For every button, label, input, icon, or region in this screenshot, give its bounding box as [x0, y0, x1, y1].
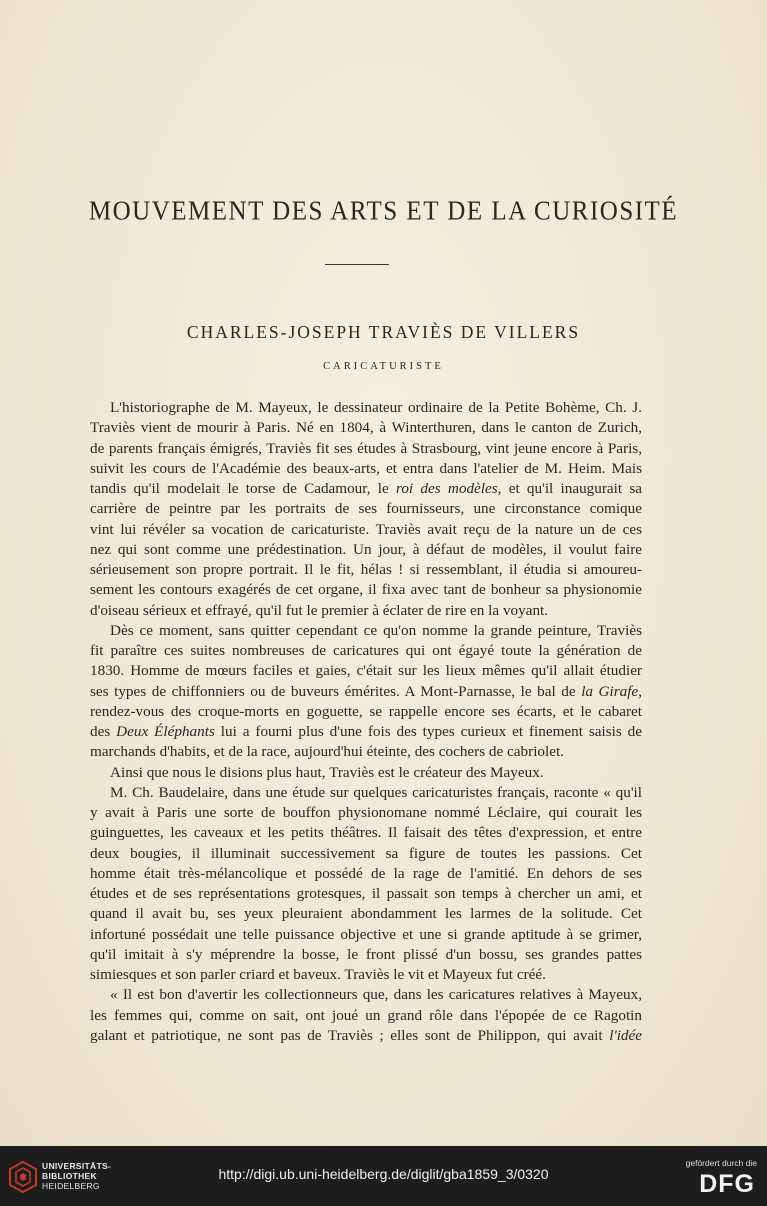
- article-subheading: CARICATURISTE: [323, 361, 444, 372]
- text-line: marchands d'habits, et de la race, aujourd'hui éteinte, des cochers de cabriolet.: [90, 743, 564, 761]
- text-line: infortuné possédait une telle puissance objective et une si grande aptitude à se grimer,: [90, 925, 642, 943]
- text-line: nez qui sont comme une prédestination. Un jour, à défaut de modèles, il voulut faire: [90, 540, 642, 558]
- text-line: les femmes qui, comme on sait, ont joué un grand rôle dans l'épopée de ce Ragotin: [90, 1006, 642, 1024]
- text-segment: des: [90, 723, 111, 740]
- page-title: MOUVEMENT DES ARTS ET DE LA CURIOSITÉ: [88, 196, 679, 227]
- text-line: homme était très-mélancolique et possédé de la rage de l'amitié. En dehors de ses: [90, 864, 642, 882]
- italic-phrase: Deux Éléphants: [116, 723, 215, 740]
- article-body: [90, 398, 642, 1046]
- text-line: Ainsi que nous le disions plus haut, Traviès est le créateur des Mayeux.: [110, 763, 544, 781]
- italic-phrase: l'idée: [609, 1026, 642, 1044]
- text-line: L'historiographe de M. Mayeux, le dessinateur ordinaire de la Petite Bohème, Ch. J.: [110, 399, 642, 416]
- text-segment: ,: [638, 682, 643, 700]
- text-line: [90, 682, 642, 702]
- text-line: carrière de peintre par les portraits de ses fournisseurs, une circonstance comique: [90, 500, 642, 518]
- text-line: fit paraître ces suites nombreuses de caricatures qui ont égayé toute la génération de: [90, 642, 642, 659]
- permalink-url[interactable]: http://digi.ub.uni-heidelberg.de/diglit/gba1859_3/0320: [218, 1166, 549, 1182]
- text-line: qu'il imitait à s'y méprendre la bosse, le front plissé d'un bossu, ses grandes pattes: [90, 945, 642, 963]
- article-heading: CHARLES-JOSEPH TRAVIÈS DE VILLERS: [186, 322, 581, 342]
- text-line: guinguettes, les caveaux et les petits théâtres. Il faisait des têtes d'expression, et entre: [90, 824, 642, 842]
- text-line: sement les contours exagérés de cet organe, il fixa avec tant de bonheur sa physionomie: [90, 581, 642, 599]
- text-line: y avait à Paris une sorte de bouffon physionomane nommé Léclaire, qui courait les: [90, 804, 642, 821]
- text-line: [90, 722, 642, 742]
- text-line: rendez-vous des croque-morts en goguette, se rappelle encore ses écarts, et le cabaret: [90, 702, 642, 720]
- text-line: suivit les cours de l'Académie des beaux-arts, et entra dans l'atelier de M. Heim. Mais: [90, 459, 642, 477]
- text-line: 1830. Homme de mœurs faciles et gaies, c'était sur les lieux mêmes qu'il allait étudier: [90, 662, 642, 680]
- text-segment: lui a fourni plus d'une fois des types curieux et finement saisis de: [220, 723, 643, 740]
- text-line: simiesques et son parler criard et baveux. Traviès le vit et Mayeux fut créé.: [90, 966, 546, 983]
- text-segment: tandis qu'il modelait le torse de Cadamour, le: [90, 480, 389, 497]
- dfg-logo[interactable]: DFG: [699, 1170, 755, 1198]
- text-line: Dès ce moment, sans quitter cependant ce qu'on nomme la grande peinture, Traviès: [110, 621, 642, 639]
- text-segment: , et qu'il inaugurait sa: [497, 480, 642, 497]
- text-line: [90, 479, 642, 499]
- text-line: sérieusement son propre portrait. Il le fit, hélas ! si ressemblant, il étudia si amoureu-: [90, 561, 642, 578]
- text-line: quand il avait bu, ses yeux pleuraient abondamment les larmes de la solitude. Cet: [90, 905, 642, 923]
- library-name-line: BIBLIOTHEK: [42, 1171, 97, 1181]
- text-line: vint lui révéler sa vocation de caricaturiste. Traviès avait reçu de la nature un de ces: [90, 520, 642, 538]
- text-line: « Il est bon d'avertir les collectionneurs que, dans les caricatures relatives à Mayeux,: [110, 986, 642, 1004]
- text-line: M. Ch. Baudelaire, dans une étude sur quelques caricaturistes français, raconte « qu'il: [110, 783, 642, 801]
- library-name-line: HEIDELBERG: [42, 1181, 100, 1191]
- italic-phrase: la Girafe: [581, 682, 639, 700]
- text-line: d'oiseau sérieux et effrayé, qu'il fut le premier à éclater de rire en la voyant.: [90, 601, 549, 619]
- funded-by-label: gefördert durch die: [685, 1158, 757, 1168]
- text-line: Traviès vient de mourir à Paris. Né en 1804, à Winterthuren, dans le canton de Zurich,: [90, 419, 642, 437]
- text-line: études et de ses représentations grotesques, il passait son temps à chercher un ami, et: [90, 885, 642, 902]
- text-line: deux bougies, il illuminait successivement sa figure de toutes les passions. Cet: [90, 844, 642, 862]
- viewer-footer: [0, 1146, 767, 1206]
- text-segment: ses types de chiffonniers ou de buveurs émérites. A Mont-Parnasse, le bal de: [90, 682, 576, 700]
- title-divider: [325, 264, 389, 265]
- text-line: [90, 1026, 642, 1046]
- text-line: de parents français émigrés, Traviès fit ses études à Strasbourg, vint jeune encore à Paris,: [90, 439, 642, 457]
- library-name-line: UNIVERSITÄTS-: [42, 1161, 112, 1171]
- text-segment: galant et patriotique, ne sont pas de Traviès ; elles sont de Philippon, qui avait: [90, 1026, 603, 1044]
- italic-phrase: roi des modèles: [395, 480, 498, 497]
